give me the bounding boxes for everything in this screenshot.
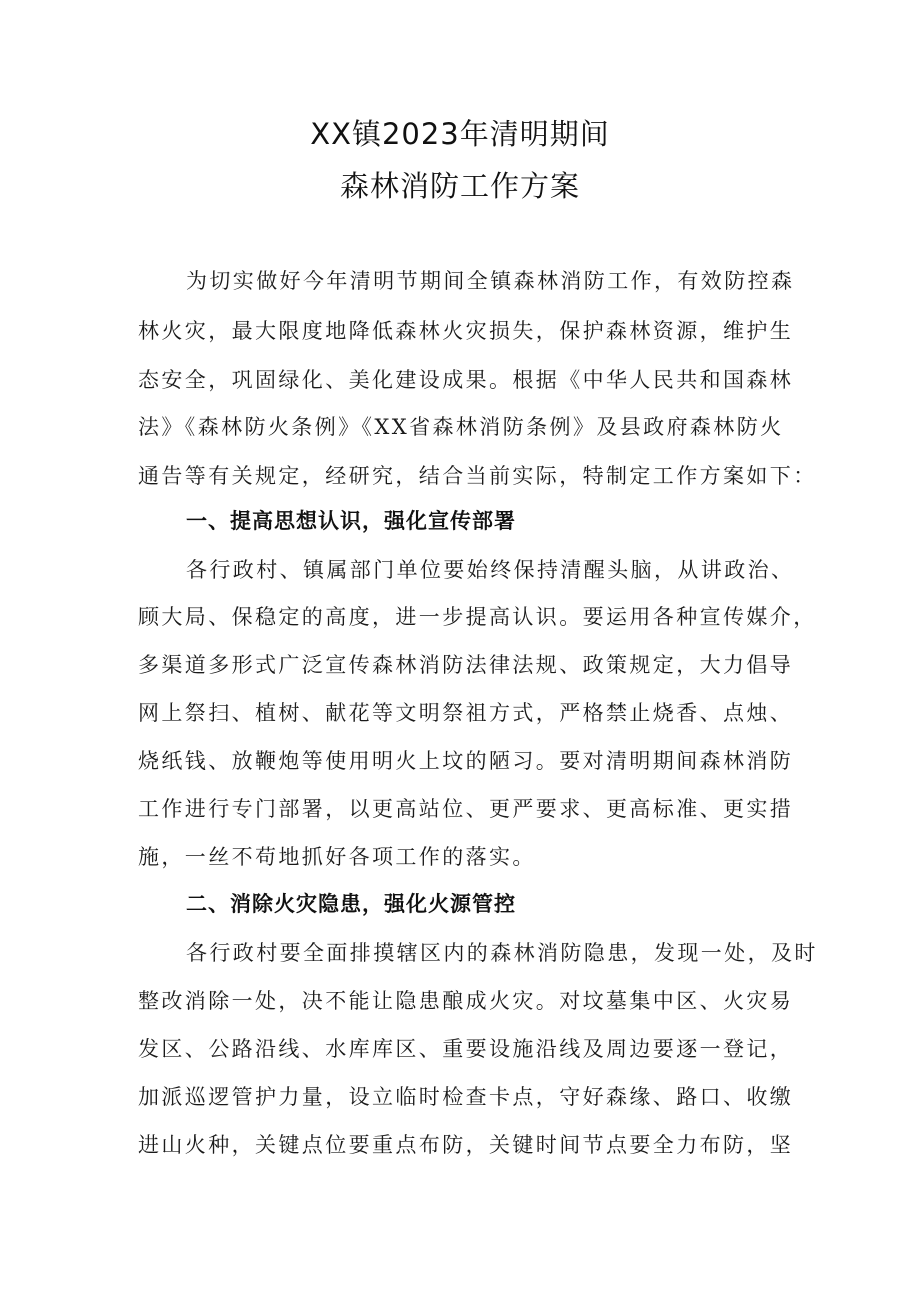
intro-line: 通告等有关规定，经研究，结合当前实际，特制定工作方案如下： [138,464,817,488]
section-2-line: 各行政村要全面排摸辖区内的森林消防隐患，发现一处，及时 [186,941,818,965]
section-2-line: 发区、公路沿线、水库库区、重要设施沿线及周边要逐一登记， [138,1037,794,1061]
section-1-heading: 一、提高思想认识，强化宣传部署 [186,509,516,533]
intro-line: 林火灾，最大限度地降低森林火灾损失，保护森林资源，维护生 [138,319,794,343]
section-1-line: 网上祭扫、植树、献花等文明祭祖方式，严格禁止烧香、点烛、 [138,701,794,725]
section-2-heading: 二、消除火灾隐患，强化火源管控 [186,892,516,916]
section-1-line: 工作进行专门部署，以更高站位、更严要求、更高标准、更实措 [138,797,794,821]
section-2-line: 进山火种，关键点位要重点布防，关键时间节点要全力布防，坚 [138,1133,794,1157]
intro-line: 法》《森林防火条例》《XX省森林消防条例》及县政府森林防火 [138,415,784,439]
section-1-line: 施，一丝不苟地抓好各项工作的落实。 [138,845,536,869]
intro-line: 态安全，巩固绿化、美化建设成果。根据《中华人民共和国森林 [138,368,794,392]
section-1-line: 各行政村、镇属部门单位要始终保持清醒头脑，从讲政治、 [186,558,795,582]
document-title-line-2: 森林消防工作方案 [339,169,580,203]
section-2-line: 整改消除一处，决不能让隐患酿成火灾。对坟墓集中区、火灾易 [138,989,794,1013]
intro-line: 为切实做好今年清明节期间全镇森林消防工作，有效防控森 [186,269,795,293]
section-2-line: 加派巡逻管护力量，设立临时检查卡点，守好森缘、路口、收缴 [138,1085,794,1109]
section-1-line: 多渠道多形式广泛宣传森林消防法律法规、政策规定，大力倡导 [138,653,794,677]
document-title-line-1: XX镇2023年清明期间 [310,117,610,151]
section-1-line: 顾大局、保稳定的高度，进一步提高认识。要运用各种宣传媒介， [138,605,817,629]
section-1-line: 烧纸钱、放鞭炮等使用明火上坟的陋习。要对清明期间森林消防 [138,749,794,773]
